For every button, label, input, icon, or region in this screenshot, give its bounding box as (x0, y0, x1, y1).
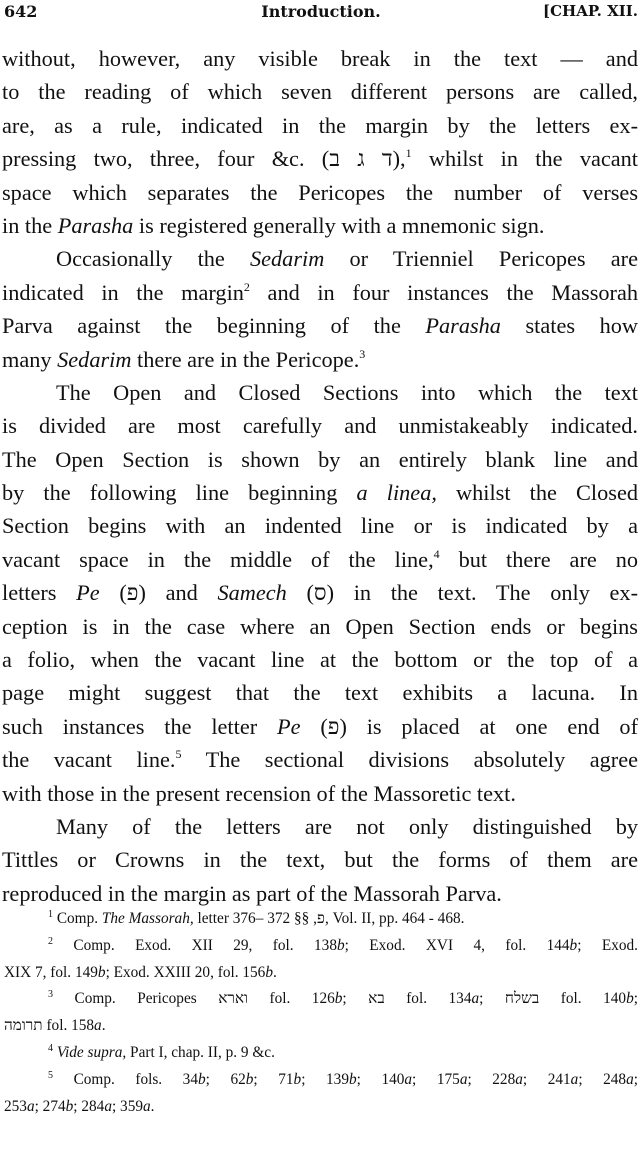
text-line: many Sedarim there are in the Pericope.$^3$ (2, 346, 366, 372)
text-line: Occasionally the Sedarim or Trienniel Pericopes are (56, 246, 638, 272)
footnote-line: $^4$ Vide supra, Part I, chap. II, p. 9 &c. (48, 1042, 275, 1061)
footnotes (4, 906, 638, 1120)
text-line: Parva against the beginning of the Parasha states how (2, 313, 638, 339)
footnote-line: $^5$ Comp. fols. 34b; 62b; 71b; 139b; 140a; 175a; 228a; 241a; 248a; (48, 1069, 638, 1088)
text-line: without, however, any visible break in the text — and (2, 46, 638, 71)
text-line: vacant space in the middle of the line,$^4$ but there are no (2, 546, 639, 572)
text-line: Tittles or Crowns in the text, but the forms of them are (2, 847, 638, 873)
text-line: indicated in the margin$^2$ and in four instances the Massorah (2, 279, 638, 305)
page-number: 642 (4, 2, 38, 21)
footnote-line: תרומה fol. 158a. (4, 1017, 106, 1035)
text-line: by the following line beginning a linea, whilst the Closed (2, 480, 638, 506)
text-line: in the Parasha is registered generally with a mnemonic sign. (2, 212, 545, 238)
text-line: to the reading of which seven different persons are called, (2, 79, 638, 105)
text-line: pressing two, three, four &c. (ד ג ב),$^1$ whilst in the vacant (2, 146, 638, 172)
text-line: with those in the present recension of the Massoretic text. (2, 780, 516, 806)
text-line: The Open and Closed Sections into which the text (56, 379, 638, 405)
text-line: are, as a rule, indicated in the margin by the letters ex- (2, 112, 638, 138)
text-line: the vacant line.$^5$ The sectional divisions absolutely agree (2, 747, 639, 773)
chapter-label: [CHAP. XII. (543, 2, 638, 20)
text-line: Section begins with an indented line or is indicated by a (2, 513, 638, 539)
text-line: is divided are most carefully and unmistakeably indicated. (2, 413, 638, 439)
text-line: a folio, when the vacant line at the bottom or the top of a (2, 647, 638, 673)
footnote-line: $^1$ Comp. The Massorah, letter פ, §§ 372 –376, Vol. II, pp. 464 - 468. (48, 909, 465, 927)
text-line: The Open Section is shown by an entirely blank line and (2, 446, 638, 472)
footnote-line: 253a; 274b; 284a; 359a. (4, 1097, 155, 1115)
footnote-line: $^2$ Comp. Exod. XII 29, fol. 138b; Exod. XVI 4, fol. 144b; Exod. (48, 935, 638, 954)
text-line: ception is in the case where an Open Section ends or begins (2, 613, 638, 639)
text-line: such instances the letter Pe (פ) is placed at one end of (2, 713, 638, 739)
text-line: letters Pe (פ) and Samech (ס) in the text. The only ex- (2, 580, 639, 606)
text-line: space which separates the Pericopes the number of verses (2, 179, 638, 205)
running-header (4, 2, 638, 26)
footnote-line: $^3$ Comp. Pericopes וארא fol. 126b; בא fol. 134a; בשלח fol. 140b; (48, 989, 638, 1008)
text-line: reproduced in the margin as part of the Massorah Parva. (2, 880, 502, 906)
footnote-line: XIX 7, fol. 149b; Exod. XXIII 20, fol. 156b. (4, 963, 277, 981)
body-text (2, 42, 638, 910)
text-line: Many of the letters are not only distinguished by (56, 813, 638, 839)
text-line: page might suggest that the text exhibits a lacuna. In (2, 680, 638, 706)
running-head-title: Introduction. (261, 2, 381, 21)
